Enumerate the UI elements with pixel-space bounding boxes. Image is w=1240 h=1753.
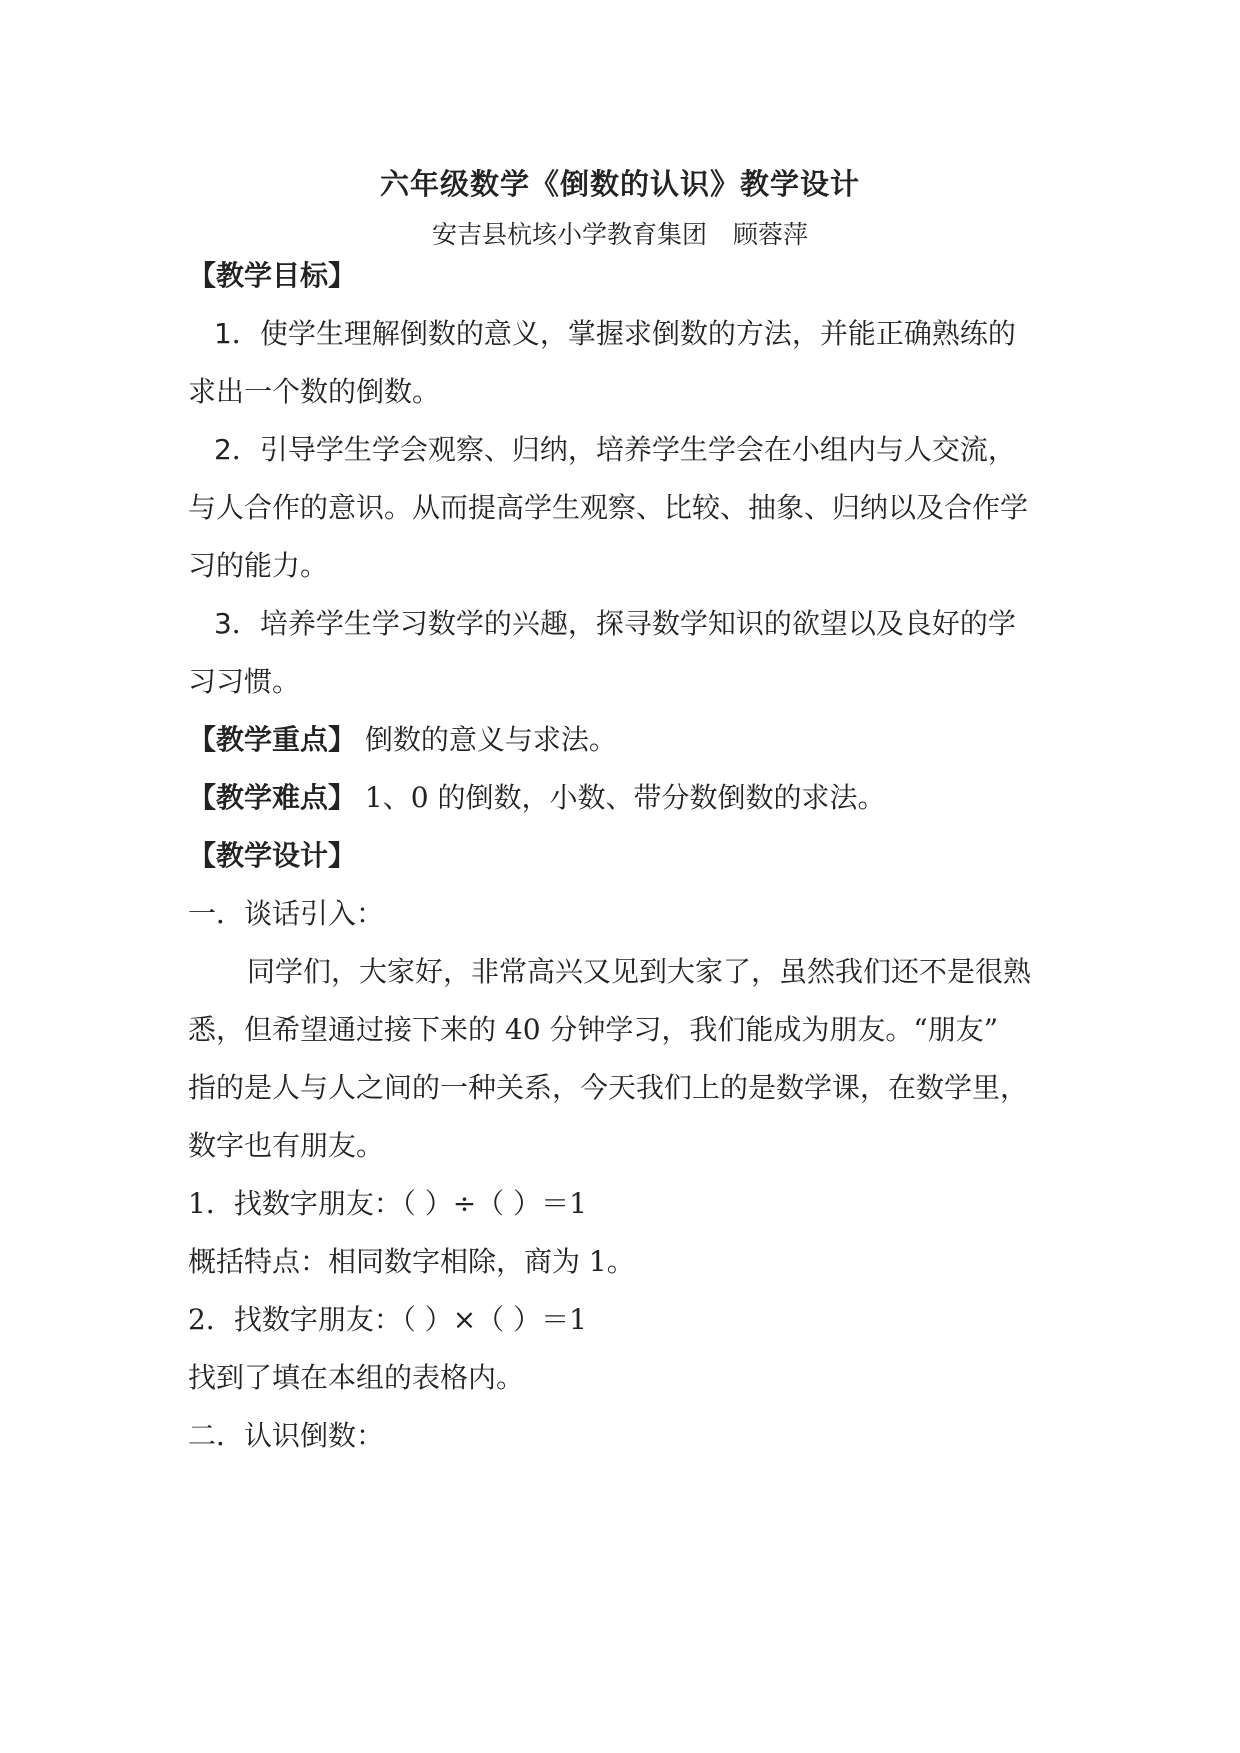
key-point-heading: 【教学重点】 [188,723,357,756]
objective-2-line-3: 习的能力。 [188,549,329,582]
section-2-heading: 二．认识倒数： [188,1419,385,1452]
design-heading: 【教学设计】 [188,839,357,872]
step-2-note: 找到了填在本组的表格内。 [188,1361,525,1394]
difficult-point-line [188,778,885,818]
author-name: 顾蓉萍 [733,220,809,249]
objective-3-number: 3． [214,607,260,640]
intro-line-4: 数字也有朋友。 [188,1129,385,1162]
key-point-text: 倒数的意义与求法。 [364,723,617,756]
objectives-heading: 【教学目标】 [188,259,357,292]
objective-1-line-1: 1．使学生理解倒数的意义，掌握求倒数的方法，并能正确熟练的 [214,317,1016,350]
objective-1-line-2: 求出一个数的倒数。 [188,375,441,408]
author-line [0,215,1240,251]
difficult-point-heading: 【教学难点】 [188,781,357,814]
objective-3-line-1: 3．培养学生学习数学的兴趣，探寻数学知识的欲望以及良好的学 [214,607,1016,640]
intro-line-3: 指的是人与人之间的一种关系，今天我们上的是数学课，在数学里， [188,1071,1029,1104]
objective-3-line-2: 习习惯。 [188,665,301,698]
step-1-summary: 概括特点：相同数字相除，商为 1。 [188,1245,635,1278]
intro-line-2: 悉，但希望通过接下来的 40 分钟学习，我们能成为朋友。“朋友” [188,1013,999,1046]
author-school: 安吉县杭垓小学教育集团 [431,220,707,249]
difficult-point-text: 1、0 的倒数，小数、带分数倒数的求法。 [364,781,886,814]
key-point-line [188,720,617,760]
objective-2-number: 2． [214,433,260,466]
objective-2-line-1: 2．引导学生学会观察、归纳，培养学生学会在小组内与人交流， [214,433,1016,466]
section-1-heading: 一．谈话引入： [188,897,385,930]
intro-line-1: 同学们，大家好，非常高兴又见到大家了，虽然我们还不是很熟 [247,955,1032,988]
objective-1-number: 1． [214,317,260,350]
step-1-line: 1．找数字朋友：（ ）÷（ ）＝1 [188,1187,587,1220]
page-title: 六年级数学《倒数的认识》教学设计 [379,167,860,201]
step-2-line: 2．找数字朋友：（ ）×（ ）＝1 [188,1303,587,1336]
objective-2-line-2: 与人合作的意识。从而提高学生观察、比较、抽象、归纳以及合作学 [188,491,1029,524]
